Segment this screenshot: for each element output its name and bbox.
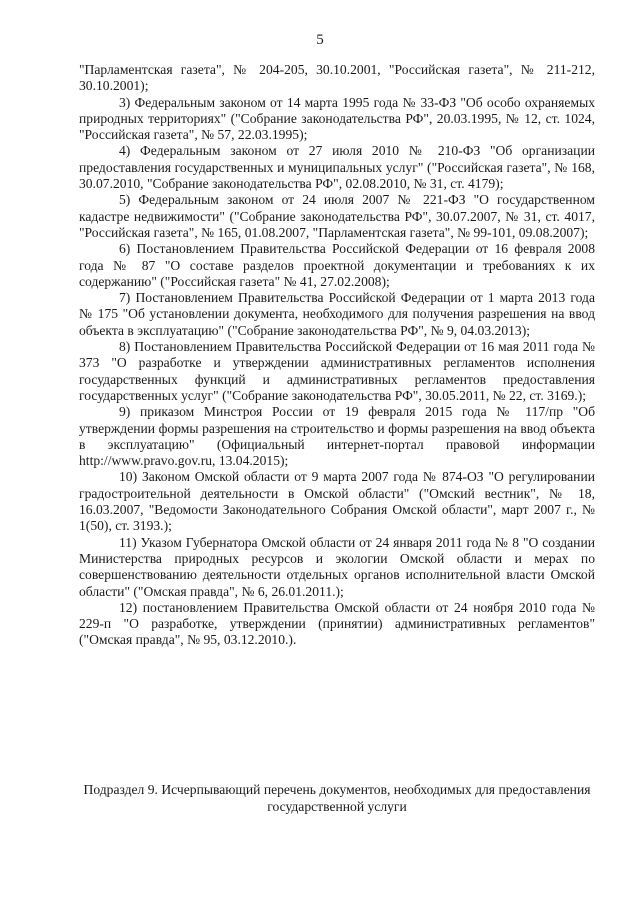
section-heading: Подраздел 9. Исчерпывающий перечень документов, необходимых для предоставления государственной услуги (83, 782, 591, 814)
list-item-3: 3) Федеральным законом от 14 марта 1995 года № 33-ФЗ "Об особо охраняемых природных территориях" ("Собрание законодательства РФ", 20.03.1995, № 12, ст. 1024, "Российская газета", № 57, 22.03.1995); (79, 94, 595, 143)
list-item-8: 8) Постановлением Правительства Российской Федерации от 16 мая 2011 года № 373 "О разработке и утверждении административных регламентов исполнения государственных функций и административных регламентов предоставления государственных услуг" ("Собрание законодательства РФ", 30.05.2011, № 22, ст. 3169.); (79, 339, 595, 403)
list-item-5: 5) Федеральным законом от 24 июля 2007 № 221-ФЗ "О государственном кадастре недвижимости" ("Собрание законодательства РФ", 30.07.2007, № 31, ст. 4017, "Российская газета", № 165, 01.08.2007, "Парламентская газета", № 99-101, 09.08.2007); (79, 192, 595, 240)
legal-basis-list (79, 62, 595, 649)
list-item-11: 11) Указом Губернатора Омской области от 24 января 2011 года № 8 "О создании Министерства природных ресурсов и экологии Омской области и мерах по совершенствованию деятельности отдельных органов исполнительной власти Омской области" ("Омская правда", № 6, 26.01.2011.); (79, 534, 595, 599)
list-item-12: 12) постановлением Правительства Омской области от 24 ноября 2010 года № 229-п "О разработке, утверждении (принятии) административных регламентов" ("Омская правда", № 95, 03.12.2010.). (79, 599, 595, 648)
list-item-4: 4) Федеральным законом от 27 июля 2010 № 210-ФЗ "Об организации предоставления государственных и муниципальных услуг" ("Российская газета", № 168, 30.07.2010, "Собрание законодательства РФ", 02.08.2010, № 31, ст. 4179); (79, 143, 595, 192)
list-item-10: 10) Законом Омской области от 9 марта 2007 года № 874-ОЗ "О регулировании градостроительной деятельности в Омской области" ("Омский вестник", № 18, 16.03.2007, "Ведомости Законодательного Собрания Омской области", март 2007 г., № 1(50), ст. 3193.); (79, 469, 595, 534)
list-item-9: 9) приказом Минстроя России от 19 февраля 2015 года № 117/пр "Об утверждении формы разрешения на строительство и формы разрешения на ввод объекта в эксплуатацию" (Официальный интернет-портал правовой информации http://www.pravo.gov.ru, 13.04.2015); (79, 404, 595, 469)
page-number: 5 (316, 32, 324, 48)
list-item-7: 7) Постановлением Правительства Российской Федерации от 1 марта 2013 года № 175 "Об установлении документа, необходимого для получения разрешения на ввод объекта в эксплуатацию" ("Собрание законодательства РФ", № 9, 04.03.2013); (79, 290, 595, 338)
list-item-continuation: "Парламентская газета", № 204-205, 30.10.2001, "Российская газета", № 211-212, 30.10.2001); (79, 62, 595, 94)
list-item-6: 6) Постановлением Правительства Российской Федерации от 16 февраля 2008 года № 87 "О составе разделов проектной документации и требованиях к их содержанию" ("Российская газета" № 41, 27.02.2008); (79, 241, 595, 289)
